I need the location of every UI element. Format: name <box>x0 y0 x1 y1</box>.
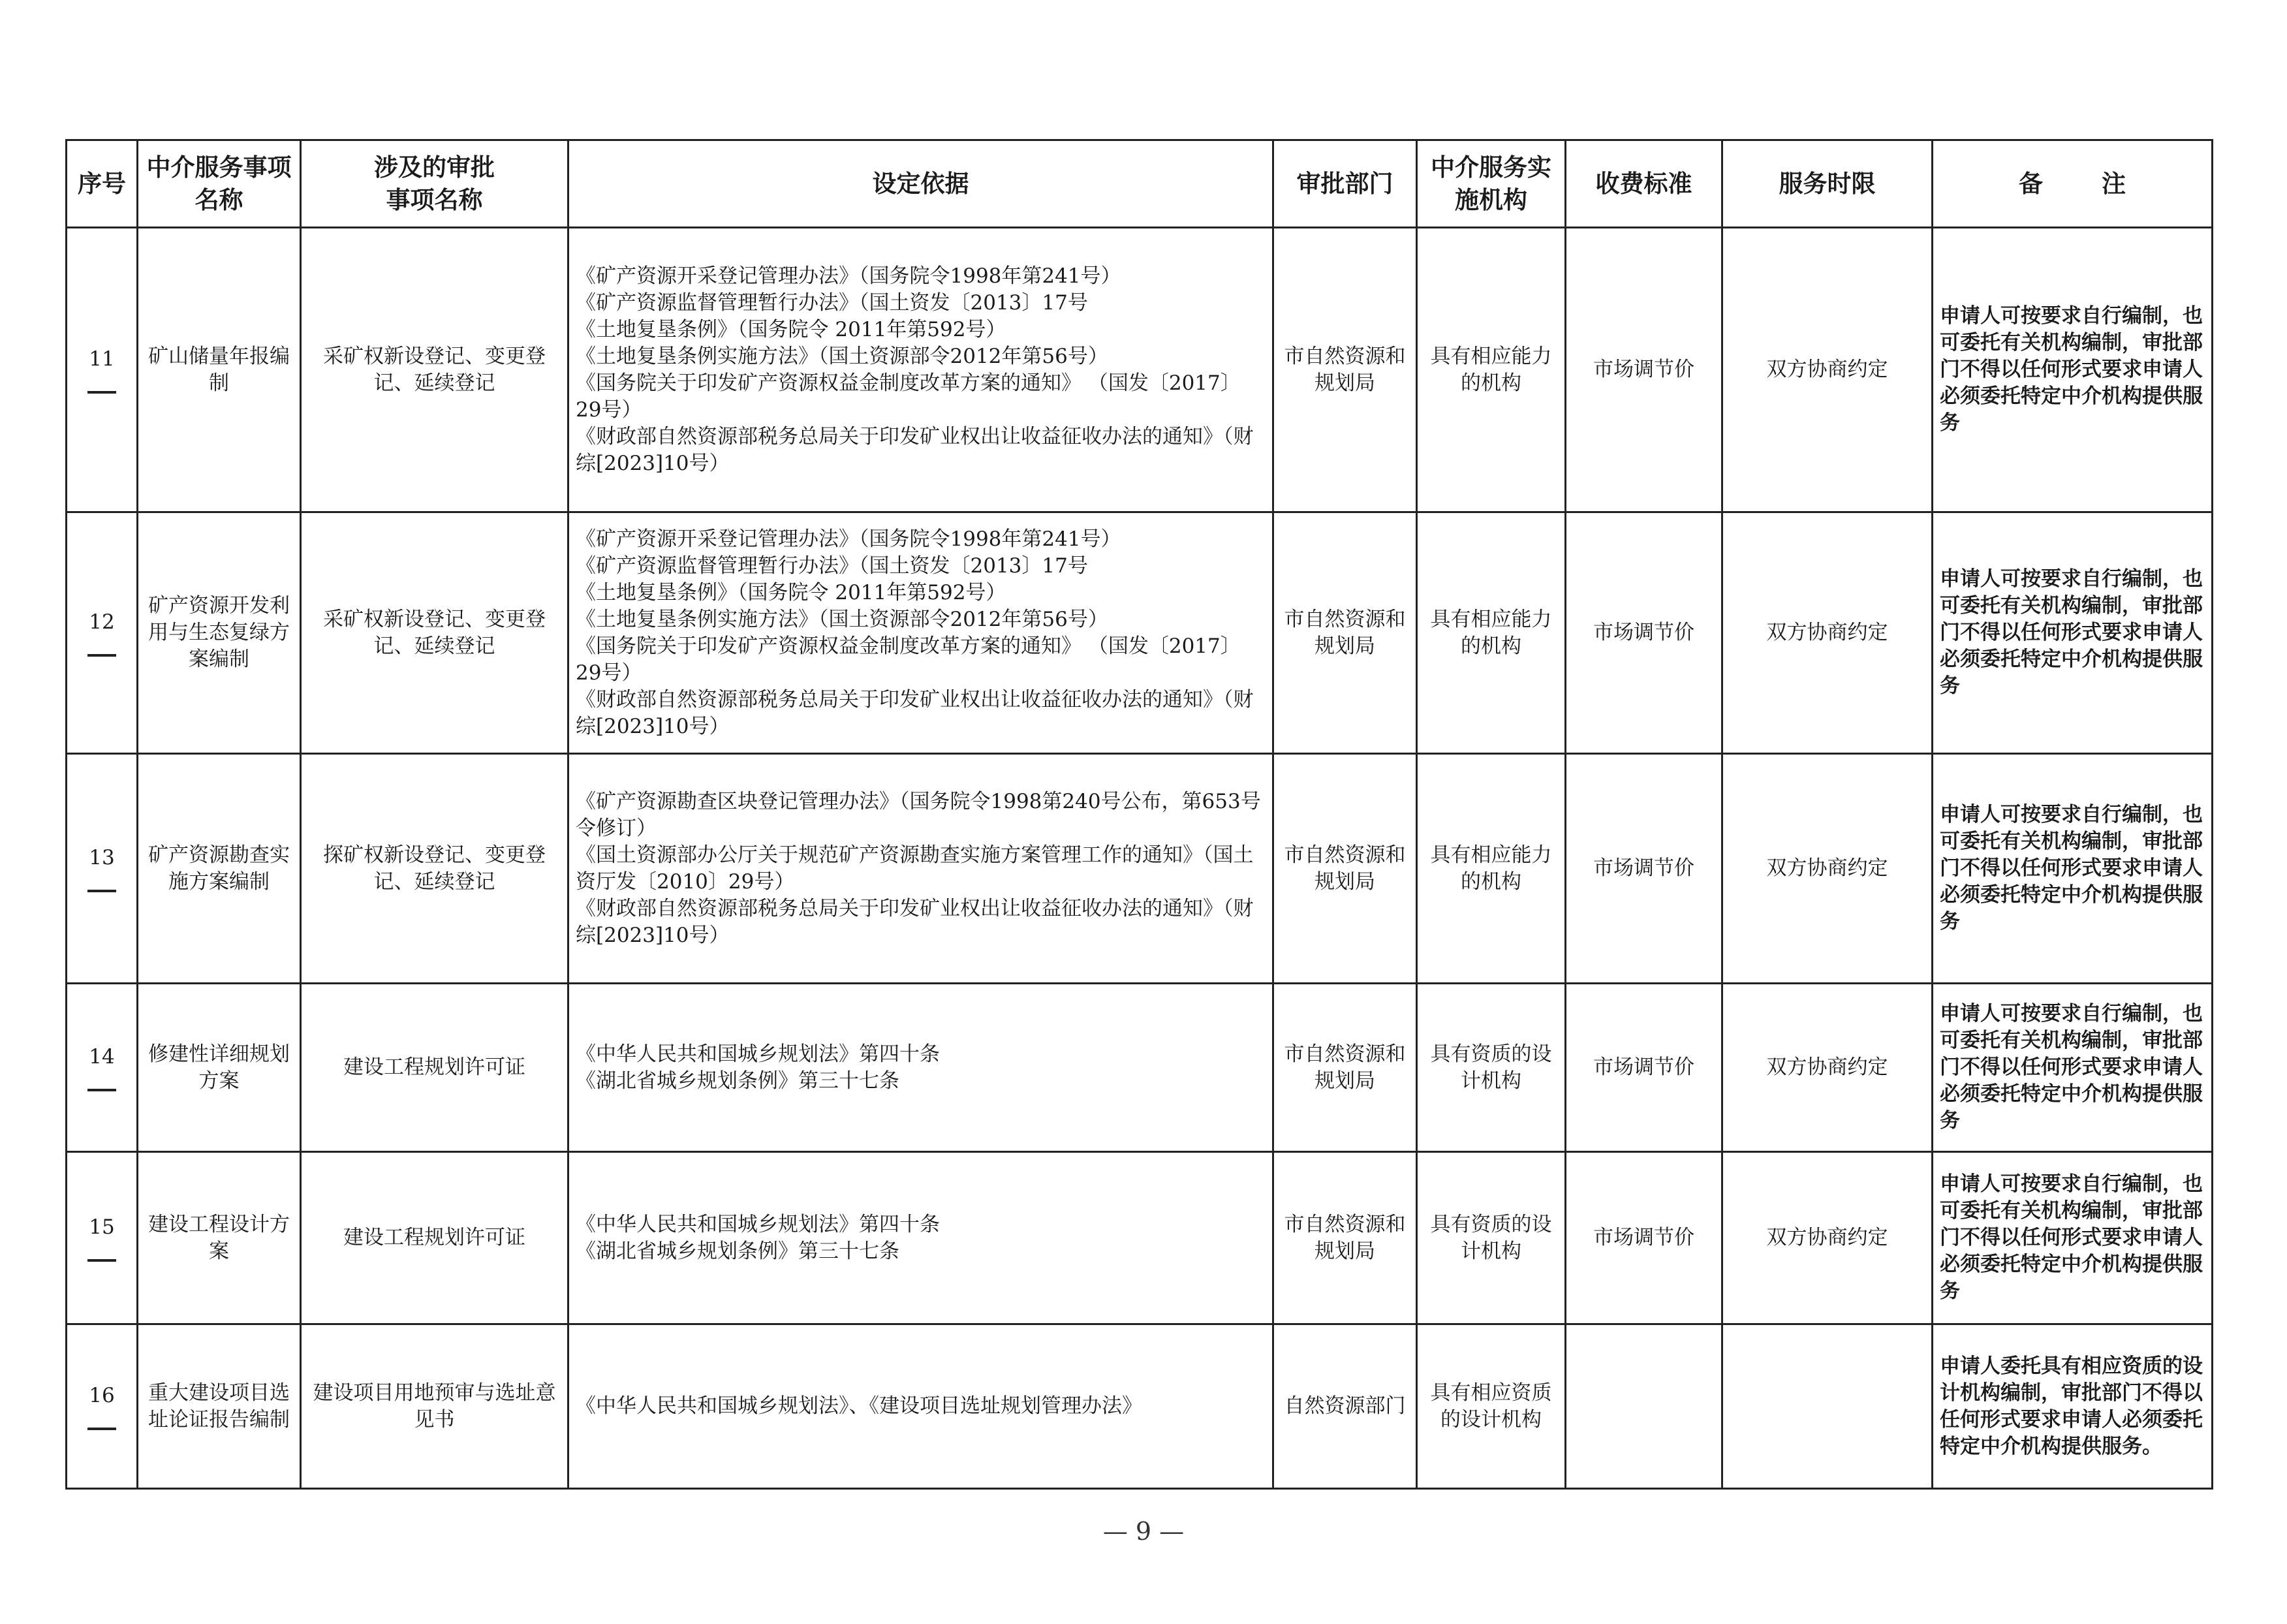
row-dept: 市自然资源和规划局 <box>1273 754 1417 984</box>
row-seq <box>67 1324 138 1489</box>
row-basis <box>568 1324 1273 1489</box>
row-approval-item: 探矿权新设登记、变更登记、延续登记 <box>301 754 568 984</box>
row-agency: 具有相应资质的设计机构 <box>1417 1324 1566 1489</box>
row-approval-item: 采矿权新设登记、变更登记、延续登记 <box>301 228 568 512</box>
row-basis <box>568 228 1273 512</box>
row-fee: 市场调节价 <box>1566 228 1722 512</box>
basis-line: 《矿产资源开采登记管理办法》（国务院令1998年第241号） <box>576 527 1121 551</box>
row-service-name: 重大建设项目选址论证报告编制 <box>138 1324 301 1489</box>
header-time-limit: 服务时限 <box>1722 140 1933 228</box>
row-service-name: 建设工程设计方案 <box>138 1152 301 1324</box>
table-row <box>67 984 2213 1152</box>
row-basis <box>568 1152 1273 1324</box>
table-row <box>67 754 2213 984</box>
row-approval-item: 建设工程规划许可证 <box>301 1152 568 1324</box>
seq-dash-mark <box>87 1259 116 1262</box>
header-dept: 审批部门 <box>1273 140 1417 228</box>
seq-dash-mark <box>87 1089 116 1091</box>
basis-line: 《矿产资源开采登记管理办法》（国务院令1998年第241号） <box>576 264 1121 288</box>
row-fee: 市场调节价 <box>1566 984 1722 1152</box>
row-dept: 自然资源部门 <box>1273 1324 1417 1489</box>
header-note: 备 注 <box>1933 140 2213 228</box>
row-seq <box>67 512 138 754</box>
row-note: 申请人可按要求自行编制，也可委托有关机构编制，审批部门不得以任何形式要求申请人必须委托特定中介机构提供服务 <box>1933 984 2213 1152</box>
row-seq <box>67 754 138 984</box>
row-approval-item: 建设工程规划许可证 <box>301 984 568 1152</box>
row-basis <box>568 512 1273 754</box>
row-approval-item: 建设项目用地预审与选址意见书 <box>301 1324 568 1489</box>
row-note: 申请人可按要求自行编制，也可委托有关机构编制，审批部门不得以任何形式要求申请人必须委托特定中介机构提供服务 <box>1933 228 2213 512</box>
row-dept: 市自然资源和规划局 <box>1273 984 1417 1152</box>
header-basis: 设定依据 <box>568 140 1273 228</box>
row-seq <box>67 228 138 512</box>
basis-line: 《中华人民共和国城乡规划法》第四十条 <box>576 1212 940 1236</box>
row-note: 申请人委托具有相应资质的设计机构编制，审批部门不得以任何形式要求申请人必须委托特定中介机构提供服务。 <box>1933 1324 2213 1489</box>
row-time-limit <box>1722 1324 1933 1489</box>
row-time-limit: 双方协商约定 <box>1722 512 1933 754</box>
row-fee: 市场调节价 <box>1566 512 1722 754</box>
basis-line: 《财政部自然资源部税务总局关于印发矿业权出让收益征收办法的通知》（财综[2023]10号） <box>576 424 1254 475</box>
basis-line: 《湖北省城乡规划条例》第三十七条 <box>576 1069 899 1093</box>
row-fee <box>1566 1324 1722 1489</box>
basis-line: 《湖北省城乡规划条例》第三十七条 <box>576 1239 899 1263</box>
row-agency: 具有相应能力的机构 <box>1417 754 1566 984</box>
basis-line: 《国务院关于印发矿产资源权益金制度改革方案的通知》 （国发〔2017〕29号） <box>576 634 1241 685</box>
basis-line: 《中华人民共和国城乡规划法》、《建设项目选址规划管理办法》 <box>576 1394 1142 1418</box>
service-items-table <box>65 139 2213 1490</box>
basis-line: 《矿产资源勘查区块登记管理办法》（国务院令1998第240号公布，第653号令修订） <box>576 789 1261 840</box>
row-seq-number: 11 <box>89 347 115 371</box>
seq-dash-mark <box>87 391 116 394</box>
row-time-limit: 双方协商约定 <box>1722 984 1933 1152</box>
basis-line: 《国务院关于印发矿产资源权益金制度改革方案的通知》 （国发〔2017〕29号） <box>576 371 1241 422</box>
row-dept: 市自然资源和规划局 <box>1273 228 1417 512</box>
row-seq-number: 15 <box>89 1215 115 1239</box>
row-seq-number: 16 <box>89 1384 115 1407</box>
table-row <box>67 228 2213 512</box>
header-seq: 序号 <box>67 140 138 228</box>
basis-line: 《土地复垦条例》（国务院令 2011年第592号） <box>576 317 1006 341</box>
row-time-limit: 双方协商约定 <box>1722 754 1933 984</box>
row-basis <box>568 754 1273 984</box>
row-service-name: 修建性详细规划方案 <box>138 984 301 1152</box>
row-agency: 具有相应能力的机构 <box>1417 512 1566 754</box>
basis-line: 《矿产资源监督管理暂行办法》（国土资发〔2013〕17号 <box>576 290 1088 315</box>
basis-line: 《财政部自然资源部税务总局关于印发矿业权出让收益征收办法的通知》（财综[2023]10号） <box>576 896 1254 947</box>
row-service-name: 矿山储量年报编制 <box>138 228 301 512</box>
table-header-row <box>67 140 2213 228</box>
row-seq <box>67 1152 138 1324</box>
basis-line: 《矿产资源监督管理暂行办法》（国土资发〔2013〕17号 <box>576 554 1088 578</box>
row-time-limit: 双方协商约定 <box>1722 228 1933 512</box>
row-note: 申请人可按要求自行编制，也可委托有关机构编制，审批部门不得以任何形式要求申请人必须委托特定中介机构提供服务 <box>1933 754 2213 984</box>
basis-line: 《土地复垦条例实施方法》（国土资源部令2012年第56号） <box>576 344 1108 368</box>
table-row <box>67 512 2213 754</box>
row-agency: 具有相应能力的机构 <box>1417 228 1566 512</box>
table-row <box>67 1152 2213 1324</box>
table-row <box>67 1324 2213 1489</box>
row-dept: 市自然资源和规划局 <box>1273 1152 1417 1324</box>
row-seq-number: 14 <box>89 1045 115 1069</box>
header-agency: 中介服务实 施机构 <box>1417 140 1566 228</box>
page-number: — 9 — <box>1102 1517 1185 1546</box>
row-seq <box>67 984 138 1152</box>
row-fee: 市场调节价 <box>1566 754 1722 984</box>
basis-line: 《国土资源部办公厅关于规范矿产资源勘查实施方案管理工作的通知》（国土资厅发〔2010〕29号） <box>576 843 1254 894</box>
seq-dash-mark <box>87 654 116 657</box>
basis-line: 《财政部自然资源部税务总局关于印发矿业权出让收益征收办法的通知》（财综[2023]10号） <box>576 687 1254 738</box>
header-fee: 收费标准 <box>1566 140 1722 228</box>
row-time-limit: 双方协商约定 <box>1722 1152 1933 1324</box>
row-agency: 具有资质的设计机构 <box>1417 984 1566 1152</box>
basis-line: 《土地复垦条例实施方法》（国土资源部令2012年第56号） <box>576 607 1108 631</box>
row-service-name: 矿产资源开发利用与生态复绿方案编制 <box>138 512 301 754</box>
row-seq-number: 12 <box>89 610 115 634</box>
row-dept: 市自然资源和规划局 <box>1273 512 1417 754</box>
row-note: 申请人可按要求自行编制，也可委托有关机构编制，审批部门不得以任何形式要求申请人必须委托特定中介机构提供服务 <box>1933 512 2213 754</box>
row-note: 申请人可按要求自行编制，也可委托有关机构编制，审批部门不得以任何形式要求申请人必须委托特定中介机构提供服务 <box>1933 1152 2213 1324</box>
header-approval-item: 涉及的审批 事项名称 <box>301 140 568 228</box>
row-seq-number: 13 <box>89 846 115 869</box>
seq-dash-mark <box>87 1428 116 1430</box>
row-service-name: 矿产资源勘查实施方案编制 <box>138 754 301 984</box>
basis-line: 《土地复垦条例》（国务院令 2011年第592号） <box>576 580 1006 604</box>
seq-dash-mark <box>87 890 116 892</box>
table-body <box>67 228 2213 1489</box>
basis-line: 《中华人民共和国城乡规划法》第四十条 <box>576 1042 940 1066</box>
row-basis <box>568 984 1273 1152</box>
row-fee: 市场调节价 <box>1566 1152 1722 1324</box>
row-agency: 具有资质的设计机构 <box>1417 1152 1566 1324</box>
header-service-name: 中介服务事项 名称 <box>138 140 301 228</box>
row-approval-item: 采矿权新设登记、变更登记、延续登记 <box>301 512 568 754</box>
